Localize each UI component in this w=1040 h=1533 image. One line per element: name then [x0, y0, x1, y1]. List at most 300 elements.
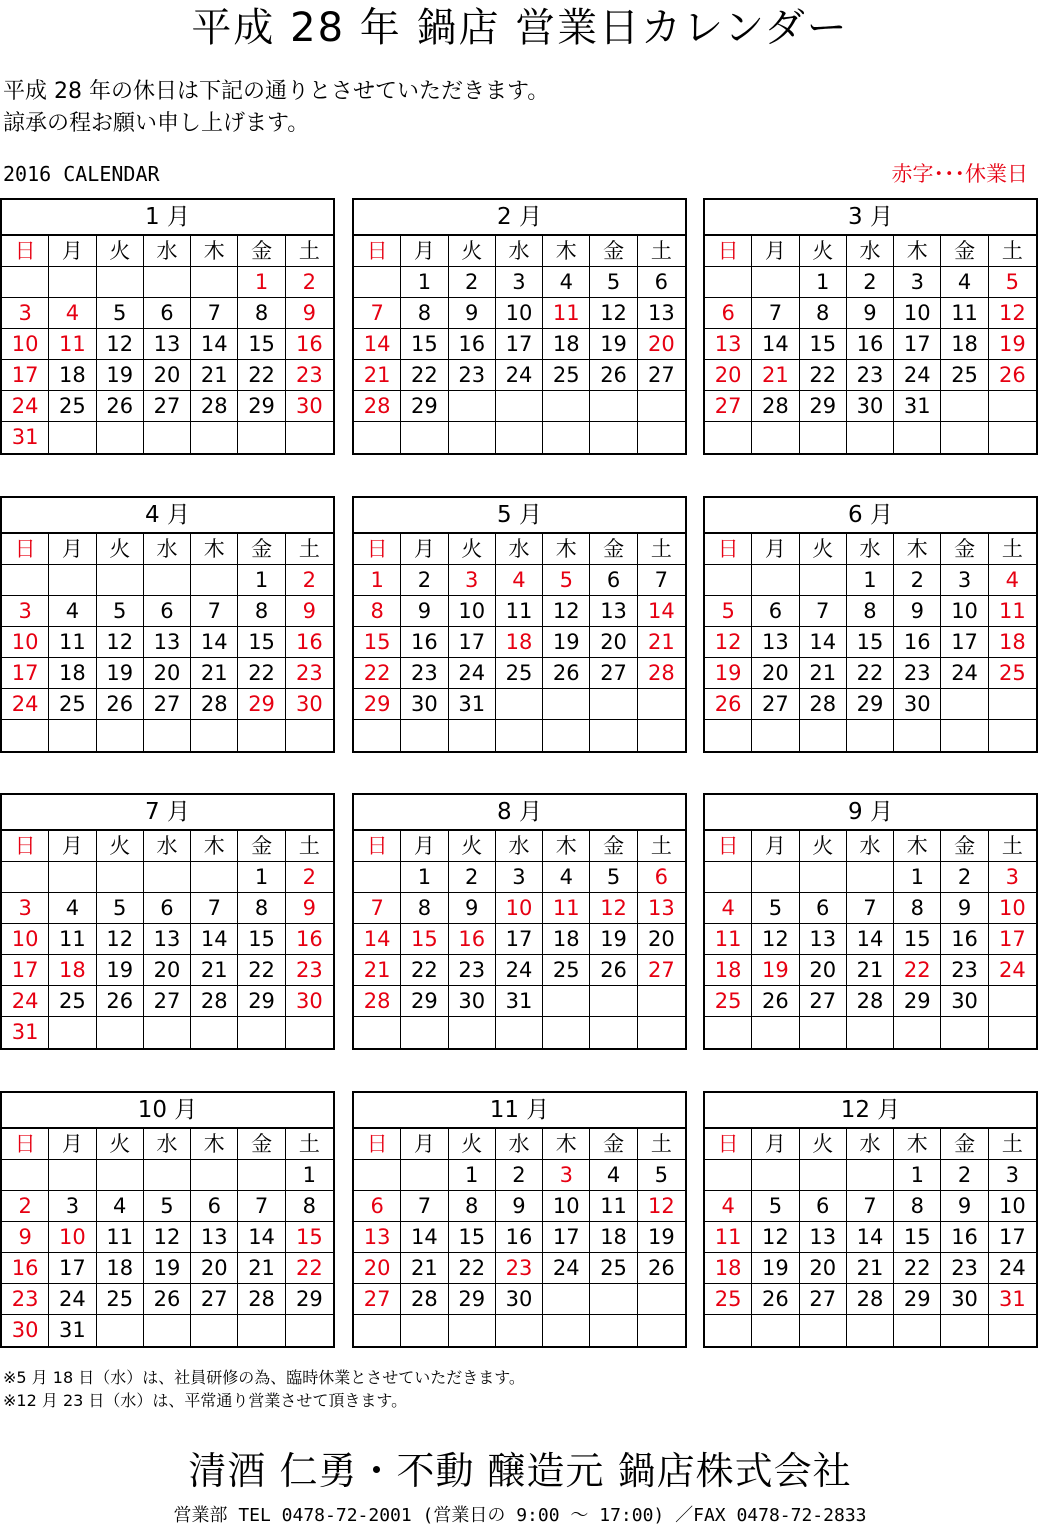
weekday-header: 火 — [97, 831, 144, 862]
month-grid — [2, 831, 333, 1048]
day-cell: 8 — [238, 893, 285, 924]
day-cell: 23 — [496, 1253, 543, 1284]
day-cell: 13 — [705, 329, 752, 360]
month-calendar — [352, 496, 687, 753]
weekday-header: 土 — [638, 831, 685, 862]
weekday-header: 土 — [286, 236, 333, 267]
day-cell: 6 — [144, 596, 191, 627]
day-cell: 16 — [941, 1222, 988, 1253]
day-cell: 8 — [401, 298, 448, 329]
day-cell: 22 — [449, 1253, 496, 1284]
day-cell: 23 — [401, 658, 448, 689]
empty-cell — [354, 1315, 401, 1346]
day-cell: 17 — [941, 627, 988, 658]
weekday-header: 日 — [2, 1129, 49, 1160]
day-cell: 23 — [847, 360, 894, 391]
empty-cell — [705, 422, 752, 453]
day-cell: 22 — [354, 658, 401, 689]
day-cell: 16 — [941, 924, 988, 955]
empty-cell — [191, 1315, 238, 1346]
day-cell: 25 — [496, 658, 543, 689]
weekday-header: 金 — [238, 1129, 285, 1160]
day-cell: 5 — [97, 893, 144, 924]
day-cell: 12 — [752, 924, 799, 955]
weekday-header: 水 — [496, 236, 543, 267]
day-cell: 29 — [847, 689, 894, 720]
day-cell: 28 — [401, 1284, 448, 1315]
day-cell: 4 — [705, 1191, 752, 1222]
empty-cell — [752, 565, 799, 596]
day-cell: 24 — [2, 986, 49, 1017]
weekday-header: 土 — [286, 831, 333, 862]
empty-cell — [144, 1315, 191, 1346]
month-grid — [354, 1129, 685, 1346]
day-cell: 28 — [191, 689, 238, 720]
day-cell: 18 — [49, 658, 96, 689]
day-cell: 23 — [2, 1284, 49, 1315]
day-cell: 12 — [590, 893, 637, 924]
month-title: 8 月 — [354, 795, 685, 831]
day-cell: 15 — [354, 627, 401, 658]
empty-cell — [496, 720, 543, 751]
weekday-header: 金 — [941, 236, 988, 267]
day-cell: 10 — [2, 329, 49, 360]
empty-cell — [191, 422, 238, 453]
day-cell: 3 — [941, 565, 988, 596]
empty-cell — [191, 267, 238, 298]
day-cell: 10 — [989, 893, 1036, 924]
day-cell: 4 — [97, 1191, 144, 1222]
empty-cell — [941, 689, 988, 720]
empty-cell — [638, 1017, 685, 1048]
empty-cell — [144, 1160, 191, 1191]
weekday-header: 木 — [543, 534, 590, 565]
day-cell: 5 — [989, 267, 1036, 298]
day-cell: 4 — [590, 1160, 637, 1191]
empty-cell — [354, 862, 401, 893]
day-cell: 12 — [590, 298, 637, 329]
month-title: 11 月 — [354, 1093, 685, 1129]
empty-cell — [543, 720, 590, 751]
weekday-header: 木 — [894, 236, 941, 267]
holiday-legend: 赤字･･･休業日 — [891, 162, 1028, 186]
day-cell: 10 — [894, 298, 941, 329]
day-cell: 2 — [449, 267, 496, 298]
day-cell: 28 — [800, 689, 847, 720]
weekday-header: 水 — [144, 236, 191, 267]
day-cell: 9 — [2, 1222, 49, 1253]
empty-cell — [543, 1315, 590, 1346]
weekday-header: 月 — [401, 1129, 448, 1160]
day-cell: 13 — [354, 1222, 401, 1253]
empty-cell — [496, 689, 543, 720]
empty-cell — [847, 422, 894, 453]
empty-cell — [800, 1315, 847, 1346]
day-cell: 11 — [705, 924, 752, 955]
weekday-header: 木 — [191, 236, 238, 267]
empty-cell — [752, 1315, 799, 1346]
day-cell: 6 — [705, 298, 752, 329]
weekday-header: 火 — [449, 831, 496, 862]
day-cell: 3 — [49, 1191, 96, 1222]
day-cell: 1 — [354, 565, 401, 596]
month-title: 9 月 — [705, 795, 1036, 831]
empty-cell — [496, 1315, 543, 1346]
month-title: 4 月 — [2, 498, 333, 534]
day-cell: 15 — [894, 1222, 941, 1253]
empty-cell — [638, 391, 685, 422]
empty-cell — [989, 986, 1036, 1017]
day-cell: 29 — [238, 391, 285, 422]
day-cell: 9 — [941, 1191, 988, 1222]
day-cell: 6 — [638, 862, 685, 893]
day-cell: 7 — [800, 596, 847, 627]
day-cell: 24 — [496, 955, 543, 986]
day-cell: 6 — [144, 893, 191, 924]
day-cell: 18 — [97, 1253, 144, 1284]
weekday-header: 木 — [543, 831, 590, 862]
month-calendar — [352, 1091, 687, 1348]
empty-cell — [49, 1017, 96, 1048]
empty-cell — [286, 1017, 333, 1048]
empty-cell — [590, 391, 637, 422]
day-cell: 24 — [894, 360, 941, 391]
weekday-header: 水 — [496, 831, 543, 862]
day-cell: 17 — [49, 1253, 96, 1284]
day-cell: 18 — [989, 627, 1036, 658]
day-cell: 12 — [97, 924, 144, 955]
day-cell: 15 — [847, 627, 894, 658]
day-cell: 26 — [752, 986, 799, 1017]
empty-cell — [49, 862, 96, 893]
day-cell: 17 — [989, 1222, 1036, 1253]
day-cell: 14 — [638, 596, 685, 627]
day-cell: 8 — [894, 893, 941, 924]
day-cell: 28 — [191, 391, 238, 422]
day-cell: 16 — [496, 1222, 543, 1253]
empty-cell — [989, 720, 1036, 751]
weekday-header: 土 — [638, 534, 685, 565]
month-title: 2 月 — [354, 200, 685, 236]
day-cell: 20 — [144, 955, 191, 986]
day-cell: 25 — [49, 689, 96, 720]
empty-cell — [191, 1017, 238, 1048]
day-cell: 23 — [941, 1253, 988, 1284]
day-cell: 22 — [238, 360, 285, 391]
day-cell: 8 — [354, 596, 401, 627]
weekday-header: 日 — [705, 1129, 752, 1160]
day-cell: 27 — [800, 986, 847, 1017]
empty-cell — [354, 720, 401, 751]
weekday-header: 木 — [894, 534, 941, 565]
day-cell: 7 — [191, 596, 238, 627]
weekday-header: 火 — [449, 1129, 496, 1160]
day-cell: 3 — [449, 565, 496, 596]
day-cell: 27 — [144, 689, 191, 720]
day-cell: 14 — [354, 329, 401, 360]
day-cell: 15 — [401, 329, 448, 360]
weekday-header: 土 — [989, 236, 1036, 267]
day-cell: 11 — [543, 893, 590, 924]
day-cell: 2 — [941, 862, 988, 893]
day-cell: 10 — [49, 1222, 96, 1253]
day-cell: 1 — [449, 1160, 496, 1191]
day-cell: 8 — [401, 893, 448, 924]
empty-cell — [97, 1017, 144, 1048]
empty-cell — [354, 267, 401, 298]
month-grid — [705, 831, 1036, 1048]
empty-cell — [800, 565, 847, 596]
day-cell: 29 — [401, 391, 448, 422]
day-cell: 4 — [543, 862, 590, 893]
empty-cell — [401, 1315, 448, 1346]
empty-cell — [2, 565, 49, 596]
empty-cell — [191, 1160, 238, 1191]
day-cell: 16 — [449, 329, 496, 360]
day-cell: 17 — [496, 329, 543, 360]
day-cell: 7 — [847, 1191, 894, 1222]
day-cell: 15 — [449, 1222, 496, 1253]
empty-cell — [401, 422, 448, 453]
empty-cell — [847, 1315, 894, 1346]
day-cell: 16 — [286, 329, 333, 360]
weekday-header: 金 — [238, 831, 285, 862]
day-cell: 30 — [286, 391, 333, 422]
weekday-header: 火 — [449, 236, 496, 267]
day-cell: 21 — [354, 360, 401, 391]
weekday-header: 火 — [800, 534, 847, 565]
day-cell: 7 — [238, 1191, 285, 1222]
day-cell: 2 — [496, 1160, 543, 1191]
day-cell: 7 — [191, 893, 238, 924]
empty-cell — [97, 1315, 144, 1346]
day-cell: 12 — [97, 627, 144, 658]
notes — [3, 1366, 525, 1412]
intro-text — [3, 76, 549, 140]
empty-cell — [705, 1315, 752, 1346]
day-cell: 7 — [847, 893, 894, 924]
day-cell: 27 — [144, 986, 191, 1017]
empty-cell — [989, 422, 1036, 453]
day-cell: 21 — [752, 360, 799, 391]
day-cell: 28 — [638, 658, 685, 689]
empty-cell — [800, 422, 847, 453]
day-cell: 3 — [2, 298, 49, 329]
day-cell: 20 — [638, 924, 685, 955]
day-cell: 30 — [847, 391, 894, 422]
empty-cell — [449, 1017, 496, 1048]
empty-cell — [847, 862, 894, 893]
empty-cell — [590, 720, 637, 751]
month-grid — [2, 236, 333, 453]
month-title: 1 月 — [2, 200, 333, 236]
day-cell: 14 — [847, 924, 894, 955]
day-cell: 15 — [286, 1222, 333, 1253]
empty-cell — [590, 422, 637, 453]
intro-line-1: 平成 28 年の休日は下記の通りとさせていただきます。 — [3, 79, 550, 104]
day-cell: 22 — [894, 1253, 941, 1284]
day-cell: 8 — [800, 298, 847, 329]
empty-cell — [543, 422, 590, 453]
day-cell: 12 — [705, 627, 752, 658]
day-cell: 26 — [97, 986, 144, 1017]
day-cell: 14 — [238, 1222, 285, 1253]
day-cell: 19 — [590, 329, 637, 360]
empty-cell — [638, 1315, 685, 1346]
empty-cell — [590, 689, 637, 720]
empty-cell — [238, 1315, 285, 1346]
day-cell: 6 — [800, 893, 847, 924]
day-cell: 21 — [847, 955, 894, 986]
day-cell: 21 — [354, 955, 401, 986]
day-cell: 5 — [97, 298, 144, 329]
day-cell: 31 — [49, 1315, 96, 1346]
day-cell: 17 — [2, 658, 49, 689]
day-cell: 4 — [49, 893, 96, 924]
day-cell: 9 — [449, 298, 496, 329]
day-cell: 26 — [638, 1253, 685, 1284]
empty-cell — [97, 565, 144, 596]
day-cell: 18 — [49, 360, 96, 391]
empty-cell — [49, 267, 96, 298]
weekday-header: 日 — [705, 236, 752, 267]
day-cell: 4 — [989, 565, 1036, 596]
empty-cell — [238, 720, 285, 751]
day-cell: 10 — [543, 1191, 590, 1222]
day-cell: 26 — [752, 1284, 799, 1315]
weekday-header: 水 — [847, 534, 894, 565]
day-cell: 29 — [286, 1284, 333, 1315]
day-cell: 27 — [638, 955, 685, 986]
day-cell: 14 — [191, 627, 238, 658]
empty-cell — [2, 267, 49, 298]
weekday-header: 火 — [800, 236, 847, 267]
month-title: 3 月 — [705, 200, 1036, 236]
day-cell: 9 — [847, 298, 894, 329]
day-cell: 21 — [800, 658, 847, 689]
empty-cell — [590, 1284, 637, 1315]
month-grid — [705, 236, 1036, 453]
day-cell: 15 — [894, 924, 941, 955]
empty-cell — [638, 1284, 685, 1315]
empty-cell — [989, 689, 1036, 720]
day-cell: 20 — [800, 1253, 847, 1284]
month-title: 6 月 — [705, 498, 1036, 534]
empty-cell — [941, 1315, 988, 1346]
day-cell: 29 — [354, 689, 401, 720]
day-cell: 20 — [354, 1253, 401, 1284]
day-cell: 26 — [97, 689, 144, 720]
day-cell: 27 — [191, 1284, 238, 1315]
day-cell: 16 — [401, 627, 448, 658]
month-grid — [2, 1129, 333, 1346]
weekday-header: 月 — [401, 236, 448, 267]
weekday-header: 水 — [496, 1129, 543, 1160]
day-cell: 4 — [705, 893, 752, 924]
weekday-header: 土 — [989, 534, 1036, 565]
day-cell: 27 — [144, 391, 191, 422]
day-cell: 24 — [496, 360, 543, 391]
day-cell: 11 — [590, 1191, 637, 1222]
weekday-header: 火 — [449, 534, 496, 565]
day-cell: 25 — [705, 986, 752, 1017]
empty-cell — [49, 720, 96, 751]
month-grid — [354, 534, 685, 751]
day-cell: 28 — [191, 986, 238, 1017]
day-cell: 10 — [989, 1191, 1036, 1222]
empty-cell — [191, 720, 238, 751]
month-calendar — [352, 793, 687, 1050]
day-cell: 25 — [97, 1284, 144, 1315]
note-1: ※5 月 18 日（水）は、社員研修の為、臨時休業とさせていただきます。 — [3, 1368, 525, 1387]
day-cell: 25 — [543, 955, 590, 986]
day-cell: 19 — [752, 1253, 799, 1284]
day-cell: 12 — [638, 1191, 685, 1222]
empty-cell — [989, 1315, 1036, 1346]
empty-cell — [752, 862, 799, 893]
day-cell: 28 — [238, 1284, 285, 1315]
weekday-header: 火 — [800, 1129, 847, 1160]
day-cell: 3 — [989, 1160, 1036, 1191]
weekday-header: 金 — [590, 1129, 637, 1160]
weekday-header: 金 — [590, 236, 637, 267]
day-cell: 11 — [97, 1222, 144, 1253]
day-cell: 18 — [496, 627, 543, 658]
day-cell: 29 — [449, 1284, 496, 1315]
day-cell: 1 — [238, 565, 285, 596]
day-cell: 2 — [286, 862, 333, 893]
empty-cell — [496, 422, 543, 453]
day-cell: 22 — [238, 658, 285, 689]
day-cell: 1 — [238, 862, 285, 893]
day-cell: 18 — [543, 924, 590, 955]
day-cell: 7 — [191, 298, 238, 329]
empty-cell — [144, 862, 191, 893]
empty-cell — [97, 267, 144, 298]
day-cell: 31 — [989, 1284, 1036, 1315]
day-cell: 8 — [894, 1191, 941, 1222]
day-cell: 3 — [989, 862, 1036, 893]
day-cell: 9 — [286, 596, 333, 627]
day-cell: 5 — [543, 565, 590, 596]
day-cell: 29 — [401, 986, 448, 1017]
day-cell: 20 — [144, 658, 191, 689]
day-cell: 24 — [2, 689, 49, 720]
day-cell: 13 — [638, 298, 685, 329]
day-cell: 21 — [638, 627, 685, 658]
day-cell: 9 — [941, 893, 988, 924]
empty-cell — [2, 862, 49, 893]
weekday-header: 月 — [752, 236, 799, 267]
weekday-header: 水 — [496, 534, 543, 565]
empty-cell — [449, 422, 496, 453]
day-cell: 1 — [238, 267, 285, 298]
day-cell: 11 — [49, 924, 96, 955]
day-cell: 6 — [752, 596, 799, 627]
page-title: 平成 28 年 鍋店 営業日カレンダー — [191, 5, 849, 51]
day-cell: 2 — [286, 267, 333, 298]
empty-cell — [401, 720, 448, 751]
month-grid — [354, 831, 685, 1048]
day-cell: 22 — [894, 955, 941, 986]
weekday-header: 日 — [354, 831, 401, 862]
month-calendar — [0, 198, 335, 455]
day-cell: 3 — [543, 1160, 590, 1191]
day-cell: 26 — [543, 658, 590, 689]
day-cell: 13 — [752, 627, 799, 658]
empty-cell — [847, 1017, 894, 1048]
empty-cell — [238, 1017, 285, 1048]
